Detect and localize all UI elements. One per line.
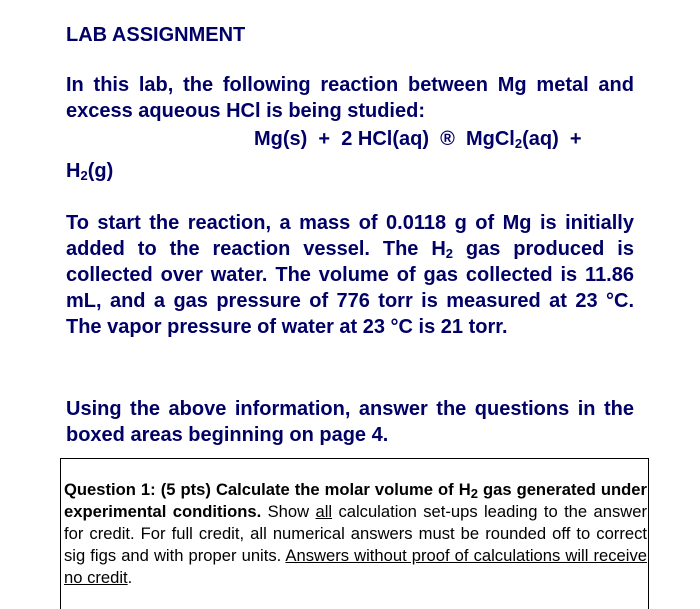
emphasis-all: all (315, 502, 333, 521)
question-lead-text: gas generated under experimental conditions. (64, 480, 647, 521)
instructions-paragraph: Using the above information, answer the questions in the boxed areas beginning on page 4. (66, 398, 634, 446)
paragraph-text: gas produced is collected over water. The volume of gas collected is 11.86 mL, and a gas pressure of 776 torr is measured at 23 °C. The vapor pressure of water at 23 °C is 21 torr. (66, 238, 634, 338)
assignment-title: LAB ASSIGNMENT (66, 24, 246, 46)
question-lead-text: Question 1: (5 pts) Calculate the molar volume of H (64, 480, 471, 499)
subscript: 2 (470, 486, 478, 501)
subscript: 2 (80, 168, 88, 183)
equation-part: Mg(s) + 2 HCl(aq) ® MgCl (254, 128, 515, 150)
credit-warning: Answers without proof of calculations will receive no credit (64, 546, 647, 587)
question-text: Show (261, 502, 316, 521)
question-1-text (64, 479, 647, 589)
reaction-equation (254, 126, 582, 152)
paragraph-text: To start the reaction, a mass of 0.0118 g of Mg is initially added to the reaction vessel. The H (66, 212, 634, 260)
question-text: . (127, 568, 133, 587)
subscript: 2 (445, 246, 453, 261)
subscript: 2 (514, 136, 523, 151)
intro-paragraph: In this lab, the following reaction between Mg metal and excess aqueous HCl is being studied: (66, 74, 634, 122)
experiment-paragraph (66, 210, 634, 340)
equation-part: (aq) + (522, 128, 582, 150)
question-text: calculation set-ups leading to the answer for credit. For full credit, all numerical answers must be rounded off to correct sig figs and with proper units. (64, 502, 647, 565)
reaction-equation-continued (66, 158, 113, 184)
equation-part: (g) (87, 160, 114, 182)
equation-part: H (66, 160, 81, 182)
